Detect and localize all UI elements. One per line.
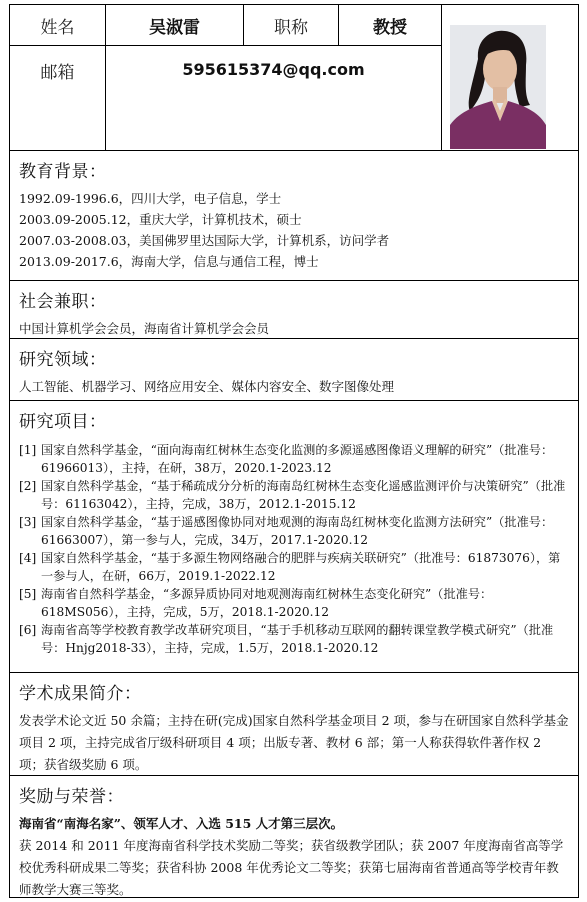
email-value: 595615374@qq.com (182, 60, 365, 79)
education-title: 教育背景： (19, 162, 107, 182)
project-item (19, 514, 569, 549)
project-number: [5] (19, 587, 37, 601)
project-number: [6] (19, 623, 37, 637)
social-section (9, 281, 579, 339)
research-text: 人工智能、机器学习、网络应用安全、媒体内容安全、数字图像处理 (19, 379, 395, 394)
project-item (19, 622, 569, 657)
education-item: 2013.09-2017.6，海南大学，信息与通信工程，博士 (19, 254, 319, 269)
research-title: 研究领域： (19, 350, 107, 370)
projects-title: 研究项目： (19, 412, 107, 432)
awards-title: 奖励与荣誉： (19, 787, 124, 807)
name-label: 姓名 (40, 17, 75, 38)
project-text: 海南省高等学校教育教学改革研究项目，“基于手机移动互联网的翻转课堂教学模式研究”（批准号：Hnjg2018-33），主持，完成，1.5万，2018.1-2020.12 (41, 623, 554, 655)
project-text: 海南省自然科学基金，“多源异质协同对地观测海南红树林生态变化研究”（批准号：618MS056），主持，完成，5万，2018.1-2020.12 (41, 587, 493, 619)
project-number: [2] (19, 479, 37, 493)
project-number: [1] (19, 443, 37, 457)
email-label-cell (10, 46, 106, 150)
achievements-section (9, 673, 579, 776)
awards-section (9, 776, 579, 898)
social-text: 中国计算机学会会员，海南省计算机学会会员 (19, 321, 270, 336)
awards-text: 获 2014 和 2011 年度海南省科学技术奖励二等奖；获省级教学团队；获 2007 年度海南省高等学校优秀科研成果二等奖；获省科协 2008 年优秀论文二等奖；获第七届海南省普通高等学校青年教师教学大赛三等奖。 (19, 838, 564, 897)
project-item (19, 550, 569, 585)
achievements-text: 发表学术论文近 50 余篇；主持在研(完成)国家自然科学基金项目 2 项，参与在研国家自然科学基金项目 2 项，主持完成省厅级科研项目 4 项；出版专著、教材 6 部；第一人称获得软件著作权 2 项；获省级奖励 6 项。 (19, 713, 569, 772)
email-label: 邮箱 (40, 63, 75, 83)
education-item: 2007.03-2008.03，美国佛罗里达国际大学，计算机系，访问学者 (19, 233, 390, 248)
project-text: 国家自然科学基金，“面向海南红树林生态变化监测的多源遥感图像语义理解的研究”（批准号：61966013），主持，在研，38万，2020.1-2023.12 (41, 443, 554, 475)
title-value-cell (339, 5, 442, 46)
title-value: 教授 (373, 17, 407, 38)
education-item: 1992.09-1996.6，四川大学，电子信息，学士 (19, 191, 282, 206)
title-label-cell (244, 5, 339, 46)
title-label: 职称 (274, 17, 308, 38)
email-value-cell (106, 46, 442, 150)
portrait-photo (450, 25, 546, 149)
education-item: 2003.09-2005.12，重庆大学，计算机技术，硕士 (19, 212, 302, 227)
name-value: 吴淑雷 (149, 17, 200, 38)
projects-section (9, 401, 579, 673)
awards-bold-text: 海南省“南海名家”、领军人才、入选 515 人才第三层次。 (19, 816, 344, 831)
project-item (19, 586, 569, 621)
project-item (19, 442, 569, 477)
header-table (9, 4, 579, 151)
education-section (9, 151, 579, 281)
achievements-title: 学术成果简介： (19, 684, 142, 704)
project-number: [3] (19, 515, 37, 529)
social-title: 社会兼职： (19, 292, 107, 312)
project-item (19, 478, 569, 513)
project-text: 国家自然科学基金，“基于遥感图像协同对地观测的海南岛红树林变化监测方法研究”（批准号：61663007），第一参与人，完成，34万，2017.1-2020.12 (41, 515, 554, 547)
project-text: 国家自然科学基金，“基于稀疏成分分析的海南岛红树林生态变化遥感监测评价与决策研究”（批准号：61163042），主持，完成，38万，2012.1-2015.12 (41, 479, 566, 511)
name-label-cell (10, 5, 106, 46)
name-value-cell (106, 5, 244, 46)
research-section (9, 339, 579, 401)
project-number: [4] (19, 551, 37, 565)
project-text: 国家自然科学基金，“基于多源生物网络融合的肥胖与疾病关联研究”（批准号：61873076），第一参与人，在研，66万，2019.1-2022.12 (41, 551, 561, 583)
